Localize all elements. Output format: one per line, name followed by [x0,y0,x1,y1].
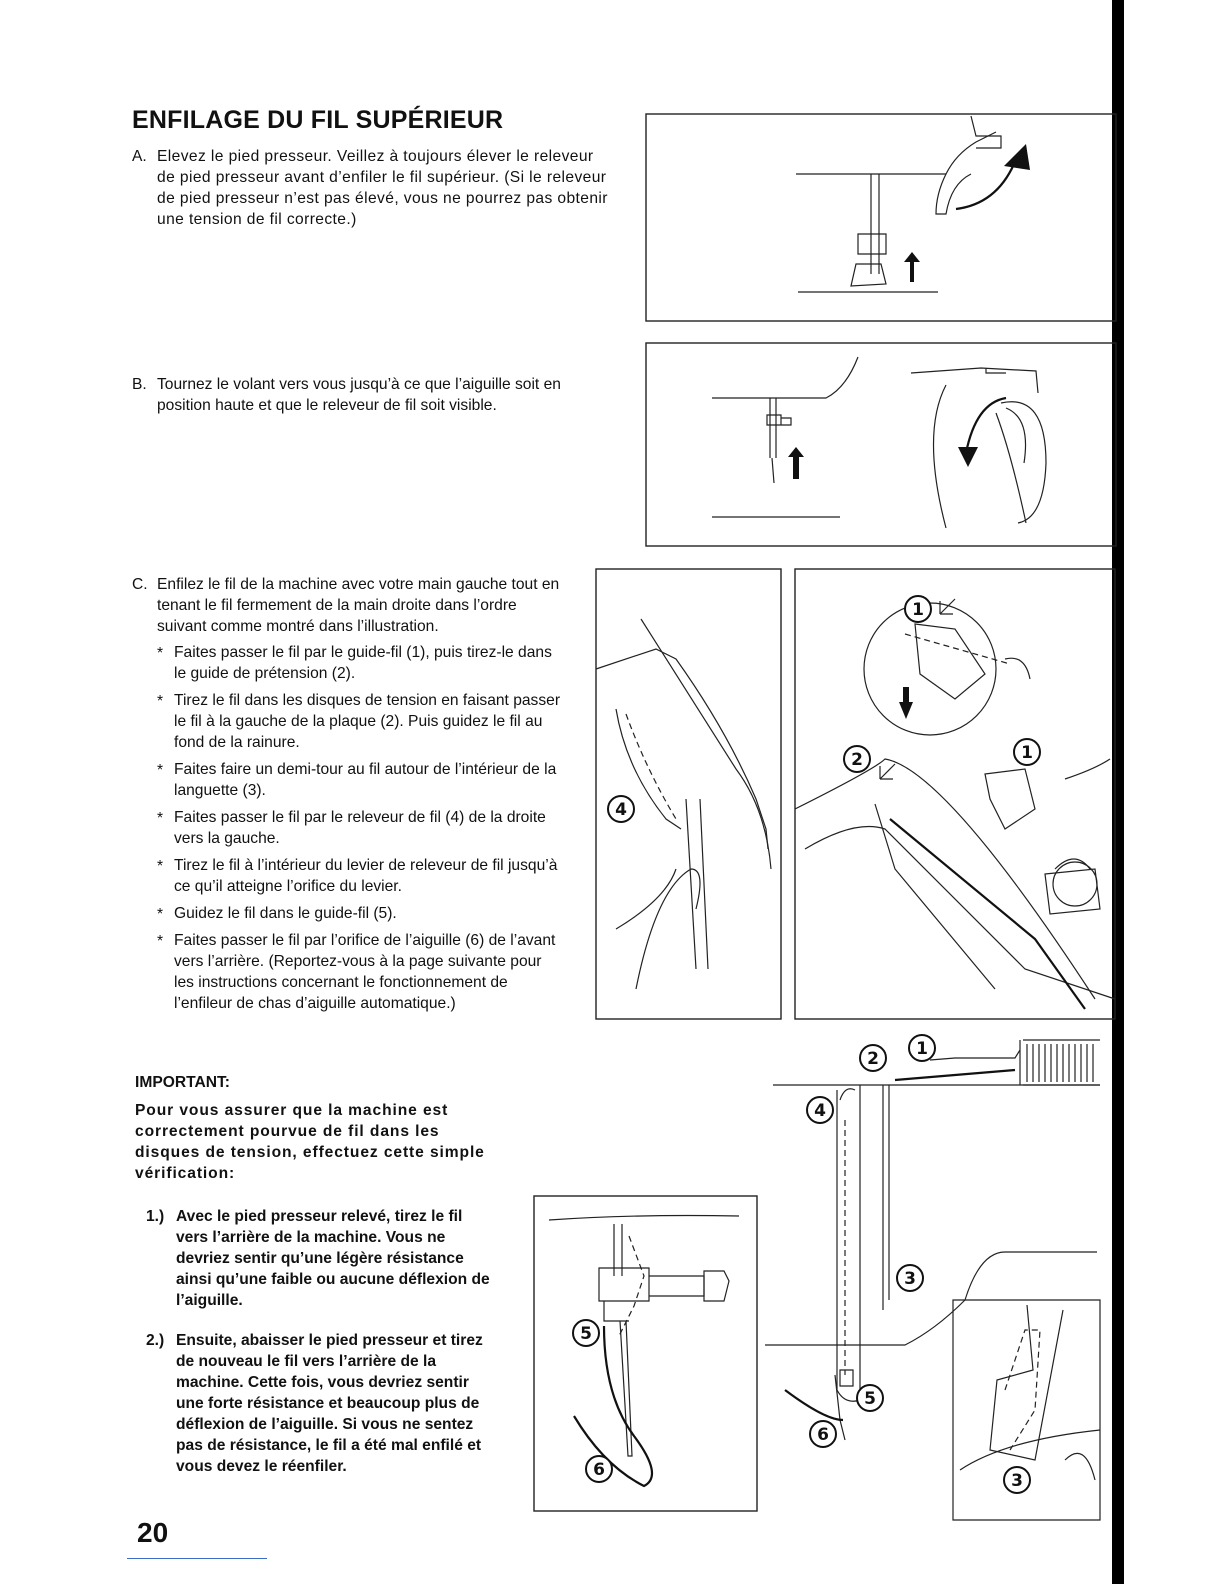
footer-rule [127,1558,267,1559]
important-heading: IMPORTANT: [135,1074,230,1091]
list-item: * Faites passer le fil par l’orifice de l’aiguille (6) de l’avant vers l’arrière. (Reportez-vous à la page suivante pour les instructions concernant le fonctionnement de l’enfileur de chas d’aiguille automatique.) [157,932,556,1012]
list-item: * Guidez le fil dans le guide-fil (5). [157,905,397,923]
step-c-label: C. [132,576,148,593]
callout-2: 2 [851,750,863,770]
illustration-c-takeup [596,569,782,1021]
illustration-needle [534,1196,760,1514]
list-item: * Tirez le fil à l’intérieur du levier de releveur de fil jusqu’à ce qu’il atteigne l’orifice du levier. [157,857,558,895]
callout-1-overview: 1 [916,1039,928,1059]
step-c-text: Enfilez le fil de la machine avec votre main gauche tout en tenant le fil fermement de la main droite dans l’ordre suivant comme montré dans l’illustration. [157,576,560,635]
callout-3-overview: 3 [904,1269,916,1289]
step-a [132,146,610,230]
callout-2-overview: 2 [867,1049,879,1069]
callout-3-zoom: 3 [1011,1471,1023,1491]
callout-5: 5 [580,1324,592,1344]
important-item-2: 2.) Ensuite, abaisser le pied presseur et tirez de nouveau le fil vers l’arrière de la machine. Cette fois, vous devriez sentir une forte résistance et beaucoup plus de déflexion de l’aiguille. Si vous ne sentez pas de résistance, le fil a été mal enfilé et vous devez le réenfiler. [146,1332,483,1475]
callout-4-overview: 4 [814,1101,826,1121]
list-item: * Tirez le fil dans les disques de tension en faisant passer le fil à la gauche de la plaque (2). Puis guidez le fil au fond de la rainure. [157,692,561,751]
step-a-label: A. [132,148,147,165]
callout-1-zoom: 1 [912,600,924,620]
important-item-1: 1.) Avec le pied presseur relevé, tirez le fil vers l’arrière de la machine. Vous ne devriez sentir qu’une légère résistance ainsi qu’une faible ou aucune déflexion de l’aiguille. [146,1208,490,1309]
list-item: * Faites passer le fil par le guide-fil (1), puis tirez-le dans le guide de prétension (2). [157,644,552,682]
callout-6: 6 [593,1460,605,1480]
step-c [132,574,564,637]
step-b-label: B. [132,376,147,393]
illustration-thread-path [765,1030,1117,1550]
page-title: ENFILAGE DU FIL SUPÉRIEUR [132,106,504,134]
important-intro: Pour vous assurer que la machine est correctement pourvue de fil dans les disques de tension, effectuez cette simple vérification: [135,1102,485,1182]
step-b-text: Tournez le volant vers vous jusqu’à ce que l’aiguille soit en position haute et que le releveur de fil soit visible. [157,376,561,414]
illustration-a [646,114,1116,324]
list-item: * Faites passer le fil par le releveur de fil (4) de la droite vers la gauche. [157,809,546,847]
page-number: 20 [137,1517,169,1548]
step-a-text: Elevez le pied presseur. Veillez à toujours élever le releveur de pied presseur avant d’enfiler le fil supérieur. (Si le releveur de pied presseur n’est pas élevé, vous ne pourrez pas obtenir une tension de fil correcte.) [157,148,608,228]
illustration-b [646,343,1116,548]
callout-5-overview: 5 [864,1389,876,1409]
callout-6-overview: 6 [817,1425,829,1445]
callout-4: 4 [615,800,627,820]
list-item: * Faites faire un demi-tour au fil autour de l’intérieur de la languette (3). [157,761,557,799]
callout-1: 1 [1021,743,1033,763]
step-b [132,374,614,416]
illustration-c-tension [795,569,1117,1021]
threading-steps-list [157,642,562,1020]
